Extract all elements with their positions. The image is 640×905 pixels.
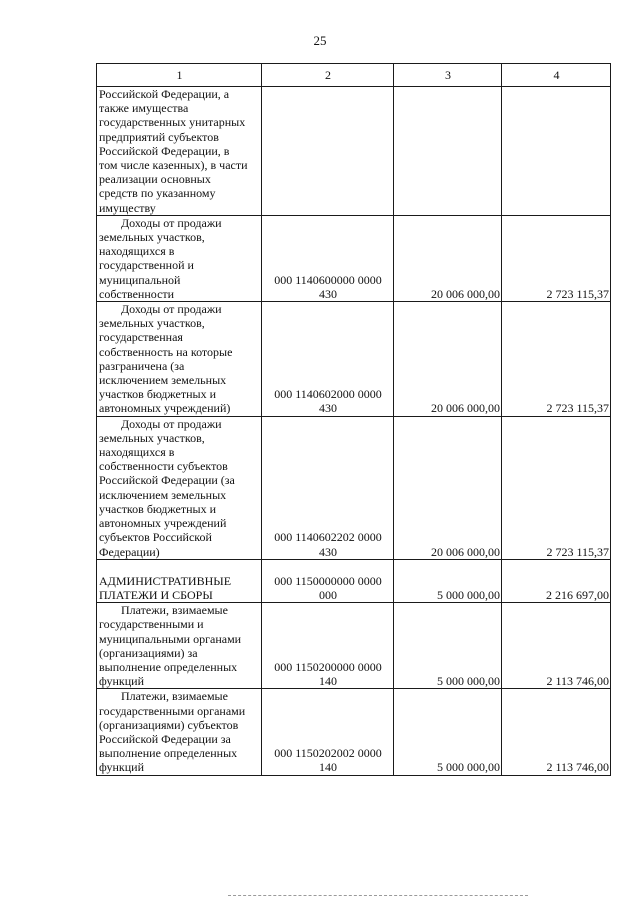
budget-code-suffix: 140 [319,760,337,775]
plan-amount-cell: 20 006 000,00 [394,416,502,559]
table-header-row [97,64,611,87]
income-name-line: имуществу [99,200,156,215]
actual-amount-cell: 2 113 746,00 [502,689,611,775]
budget-code-suffix: 430 [319,544,337,559]
income-name-line: исключением земельных [99,373,227,388]
income-name-line: муниципальными органами [99,631,242,646]
income-name-line: Российской Федерации (за [99,473,235,488]
budget-code: 000 1150200000 0000 [274,659,382,674]
income-name-line: государственных унитарных [99,115,246,130]
table-row [97,302,611,417]
income-name-line: участков бюджетных и [99,387,216,402]
income-name-line: Федерации) [99,544,160,559]
income-name-line: выполнение определенных [99,659,238,674]
income-name-line: земельных участков, [99,230,205,245]
income-name-line: Платежи, взимаемые [121,689,228,704]
budget-code-suffix: 430 [319,401,337,416]
table-row [97,416,611,559]
budget-code-suffix: 430 [319,286,337,301]
budget-code: 000 1140602202 0000 [274,530,382,545]
income-name-line: находящихся в [99,445,175,460]
table-row [97,559,611,602]
income-name-line: выполнение определенных [99,746,238,761]
budget-table [96,63,611,776]
column-header-1: 1 [97,64,262,87]
column-header-3: 3 [394,64,502,87]
income-name-line: автономных учреждений [99,516,227,531]
income-name-line: функций [99,760,144,775]
income-name-line: государственная [99,330,183,345]
income-name-line: государственными и [99,617,204,632]
actual-amount-cell: 2 216 697,00 [502,559,611,602]
income-name-line: Доходы от продажи [121,215,222,230]
income-name-line: Российской Федерации за [99,731,231,746]
budget-code: 000 1140602000 0000 [274,387,382,402]
income-name-line: земельных участков, [99,430,205,445]
column-header-2: 2 [262,64,394,87]
income-name-line: Российской Федерации, в [99,143,230,158]
budget-code-cell [262,87,394,216]
income-name-line: земельных участков, [99,316,205,331]
actual-amount-cell: 2 723 115,37 [502,416,611,559]
actual-amount-cell: 2 723 115,37 [502,302,611,417]
budget-code-suffix: 140 [319,674,337,689]
income-name-line: реализации основных [99,172,211,187]
actual-amount-cell [502,87,611,216]
budget-code-cell [262,689,394,775]
budget-code-cell [262,416,394,559]
column-header-4: 4 [502,64,611,87]
budget-code-suffix: 000 [319,587,337,602]
income-name-line: Российской Федерации, а [99,87,230,101]
table-row [97,215,611,301]
budget-code: 000 1140600000 0000 [274,272,382,287]
income-name-line: автономных учреждений) [99,401,231,416]
income-name-line: государственными органами [99,703,246,718]
table-row [97,689,611,775]
income-name-line: Доходы от продажи [121,416,222,431]
income-name-line: предприятий субъектов [99,129,219,144]
budget-code: 000 1150202002 0000 [274,746,382,761]
plan-amount-cell [394,87,502,216]
income-name-line: (организациями) субъектов [99,717,239,732]
plan-amount-cell: 5 000 000,00 [394,559,502,602]
budget-code-cell [262,603,394,689]
income-name-cell [97,689,262,775]
budget-code-cell [262,302,394,417]
actual-amount-cell: 2 113 746,00 [502,603,611,689]
plan-amount-cell: 5 000 000,00 [394,603,502,689]
income-name-line: ПЛАТЕЖИ И СБОРЫ [99,587,213,602]
income-name-line: участков бюджетных и [99,501,216,516]
income-name-line: собственности [99,286,175,301]
plan-amount-cell: 20 006 000,00 [394,215,502,301]
income-name-line: собственности субъектов [99,459,228,474]
budget-code: 000 1150000000 0000 [274,573,382,588]
income-name-cell [97,87,262,216]
income-name-line: функций [99,674,144,689]
income-name-line: исключением земельных [99,487,227,502]
income-name-line: средств по указанному [99,186,216,201]
income-name-line: Доходы от продажи [121,302,222,317]
table-row [97,603,611,689]
income-name-line: государственной и [99,258,194,273]
income-name-cell [97,416,262,559]
actual-amount-cell: 2 723 115,37 [502,215,611,301]
income-name-cell [97,302,262,417]
income-name-line: том числе казенных), в части [99,158,248,173]
income-name-line: находящихся в [99,244,175,259]
plan-amount-cell: 20 006 000,00 [394,302,502,417]
budget-code-cell [262,559,394,602]
footer-divider [228,895,528,896]
income-name-cell [97,215,262,301]
income-name-cell [97,559,262,602]
income-name-line: муниципальной [99,272,181,287]
income-name-line: собственность на которые [99,344,233,359]
income-name-line: (организациями) за [99,645,198,660]
plan-amount-cell: 5 000 000,00 [394,689,502,775]
income-name-cell [97,603,262,689]
page-number: 25 [313,33,327,48]
income-name-line: также имущества [99,101,189,116]
table-row [97,87,611,216]
budget-code-cell [262,215,394,301]
income-name-line: субъектов Российской [99,530,212,545]
income-name-line: Платежи, взимаемые [121,603,228,618]
income-name-line: разграничена (за [99,358,185,373]
income-name-line: АДМИНИСТРАТИВНЫЕ [99,573,232,588]
